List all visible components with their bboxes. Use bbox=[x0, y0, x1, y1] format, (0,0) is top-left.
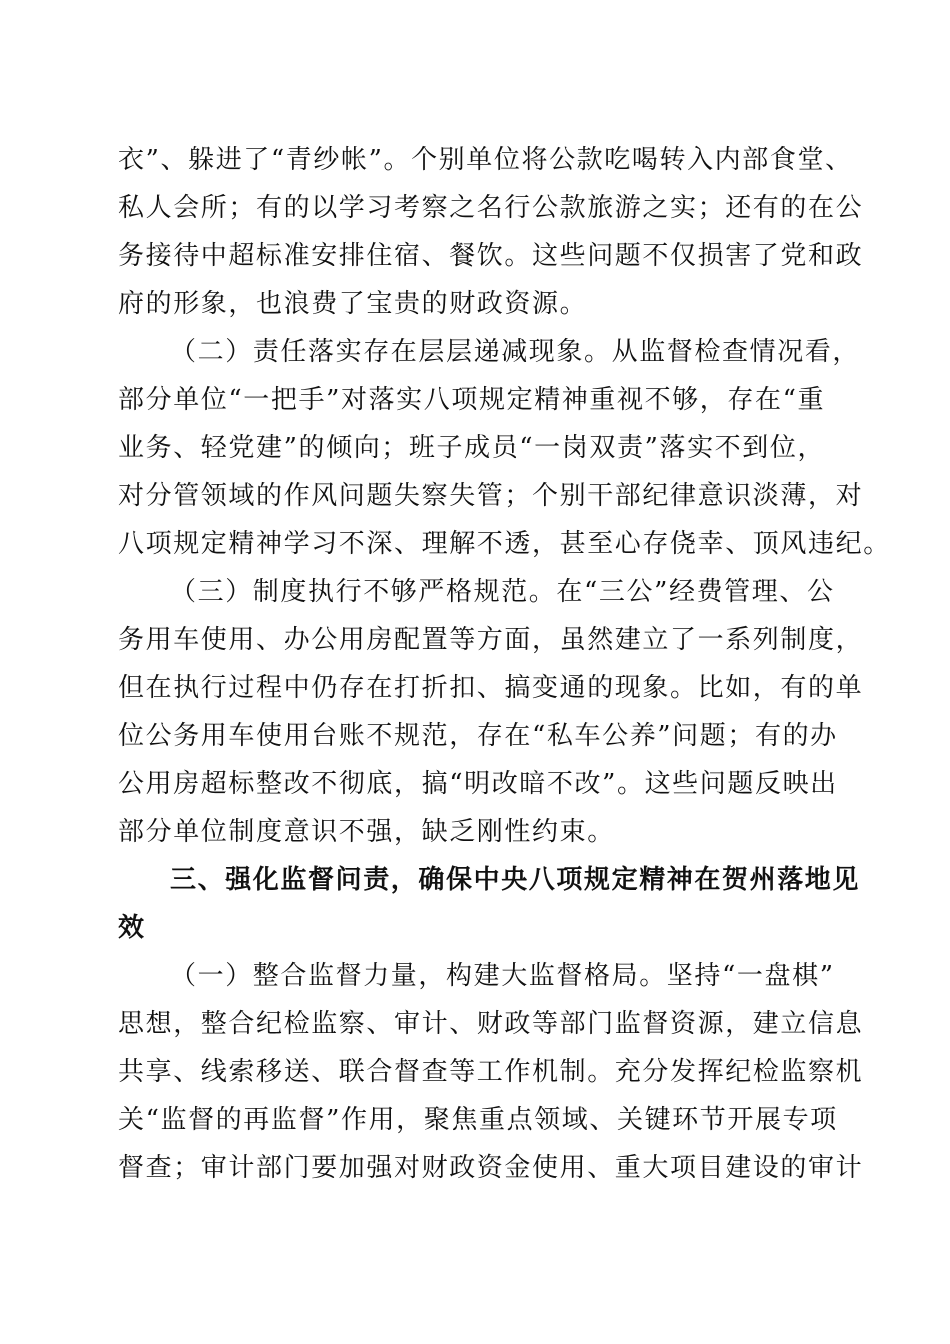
paragraph-line: 私人会所；有的以学习考察之名行公款旅游之实；还有的在公 bbox=[118, 193, 864, 223]
section-heading-1: （一）整合监督力量，构建大监督格局。坚持“一盘棋” bbox=[170, 961, 835, 991]
paragraph-line: 务用车使用、办公用房配置等方面，虽然建立了一系列制度， bbox=[118, 625, 864, 655]
paragraph-line: 但在执行过程中仍存在打折扣、搞变通的现象。比如，有的单 bbox=[118, 673, 864, 703]
paragraph-line: 八项规定精神学习不深、理解不透，甚至心存侥幸、顶风违纪。 bbox=[118, 529, 891, 559]
paragraph-line: 关“监督的再监督”作用，聚焦重点领域、关键环节开展专项 bbox=[118, 1105, 838, 1135]
paragraph-line: 衣”、躲进了“青纱帐”。个别单位将公款吃喝转入内部食堂、 bbox=[118, 145, 853, 175]
paragraph-line: 督查；审计部门要加强对财政资金使用、重大项目建设的审计 bbox=[118, 1153, 864, 1183]
chapter-heading-continuation: 效 bbox=[118, 913, 146, 943]
paragraph-line: 部分单位“一把手”对落实八项规定精神重视不够，存在“重 bbox=[118, 385, 826, 415]
paragraph-line: 共享、线索移送、联合督查等工作机制。充分发挥纪检监察机 bbox=[118, 1057, 864, 1087]
paragraph-line: 思想，整合纪检监察、审计、财政等部门监督资源，建立信息 bbox=[118, 1009, 864, 1039]
paragraph-line: 府的形象，也浪费了宝贵的财政资源。 bbox=[118, 289, 588, 319]
paragraph-line: 业务、轻党建”的倾向；班子成员“一岗双责”落实不到位， bbox=[118, 433, 826, 463]
paragraph-line: 公用房超标整改不彻底，搞“明改暗不改”。这些问题反映出 bbox=[118, 769, 838, 799]
section-heading-3: （三）制度执行不够严格规范。在“三公”经费管理、公 bbox=[170, 577, 835, 607]
paragraph-line: 部分单位制度意识不强，缺乏刚性约束。 bbox=[118, 817, 615, 847]
paragraph-line: 位公务用车使用台账不规范，存在“私车公养”问题；有的办 bbox=[118, 721, 838, 751]
paragraph-line: 务接待中超标准安排住宿、餐饮。这些问题不仅损害了党和政 bbox=[118, 241, 864, 271]
section-heading-2: （二）责任落实存在层层递减现象。从监督检查情况看， bbox=[170, 337, 861, 367]
chapter-heading: 三、强化监督问责，确保中央八项规定精神在贺州落地见 bbox=[170, 865, 861, 895]
paragraph-line: 对分管领域的作风问题失察失管；个别干部纪律意识淡薄，对 bbox=[118, 481, 864, 511]
